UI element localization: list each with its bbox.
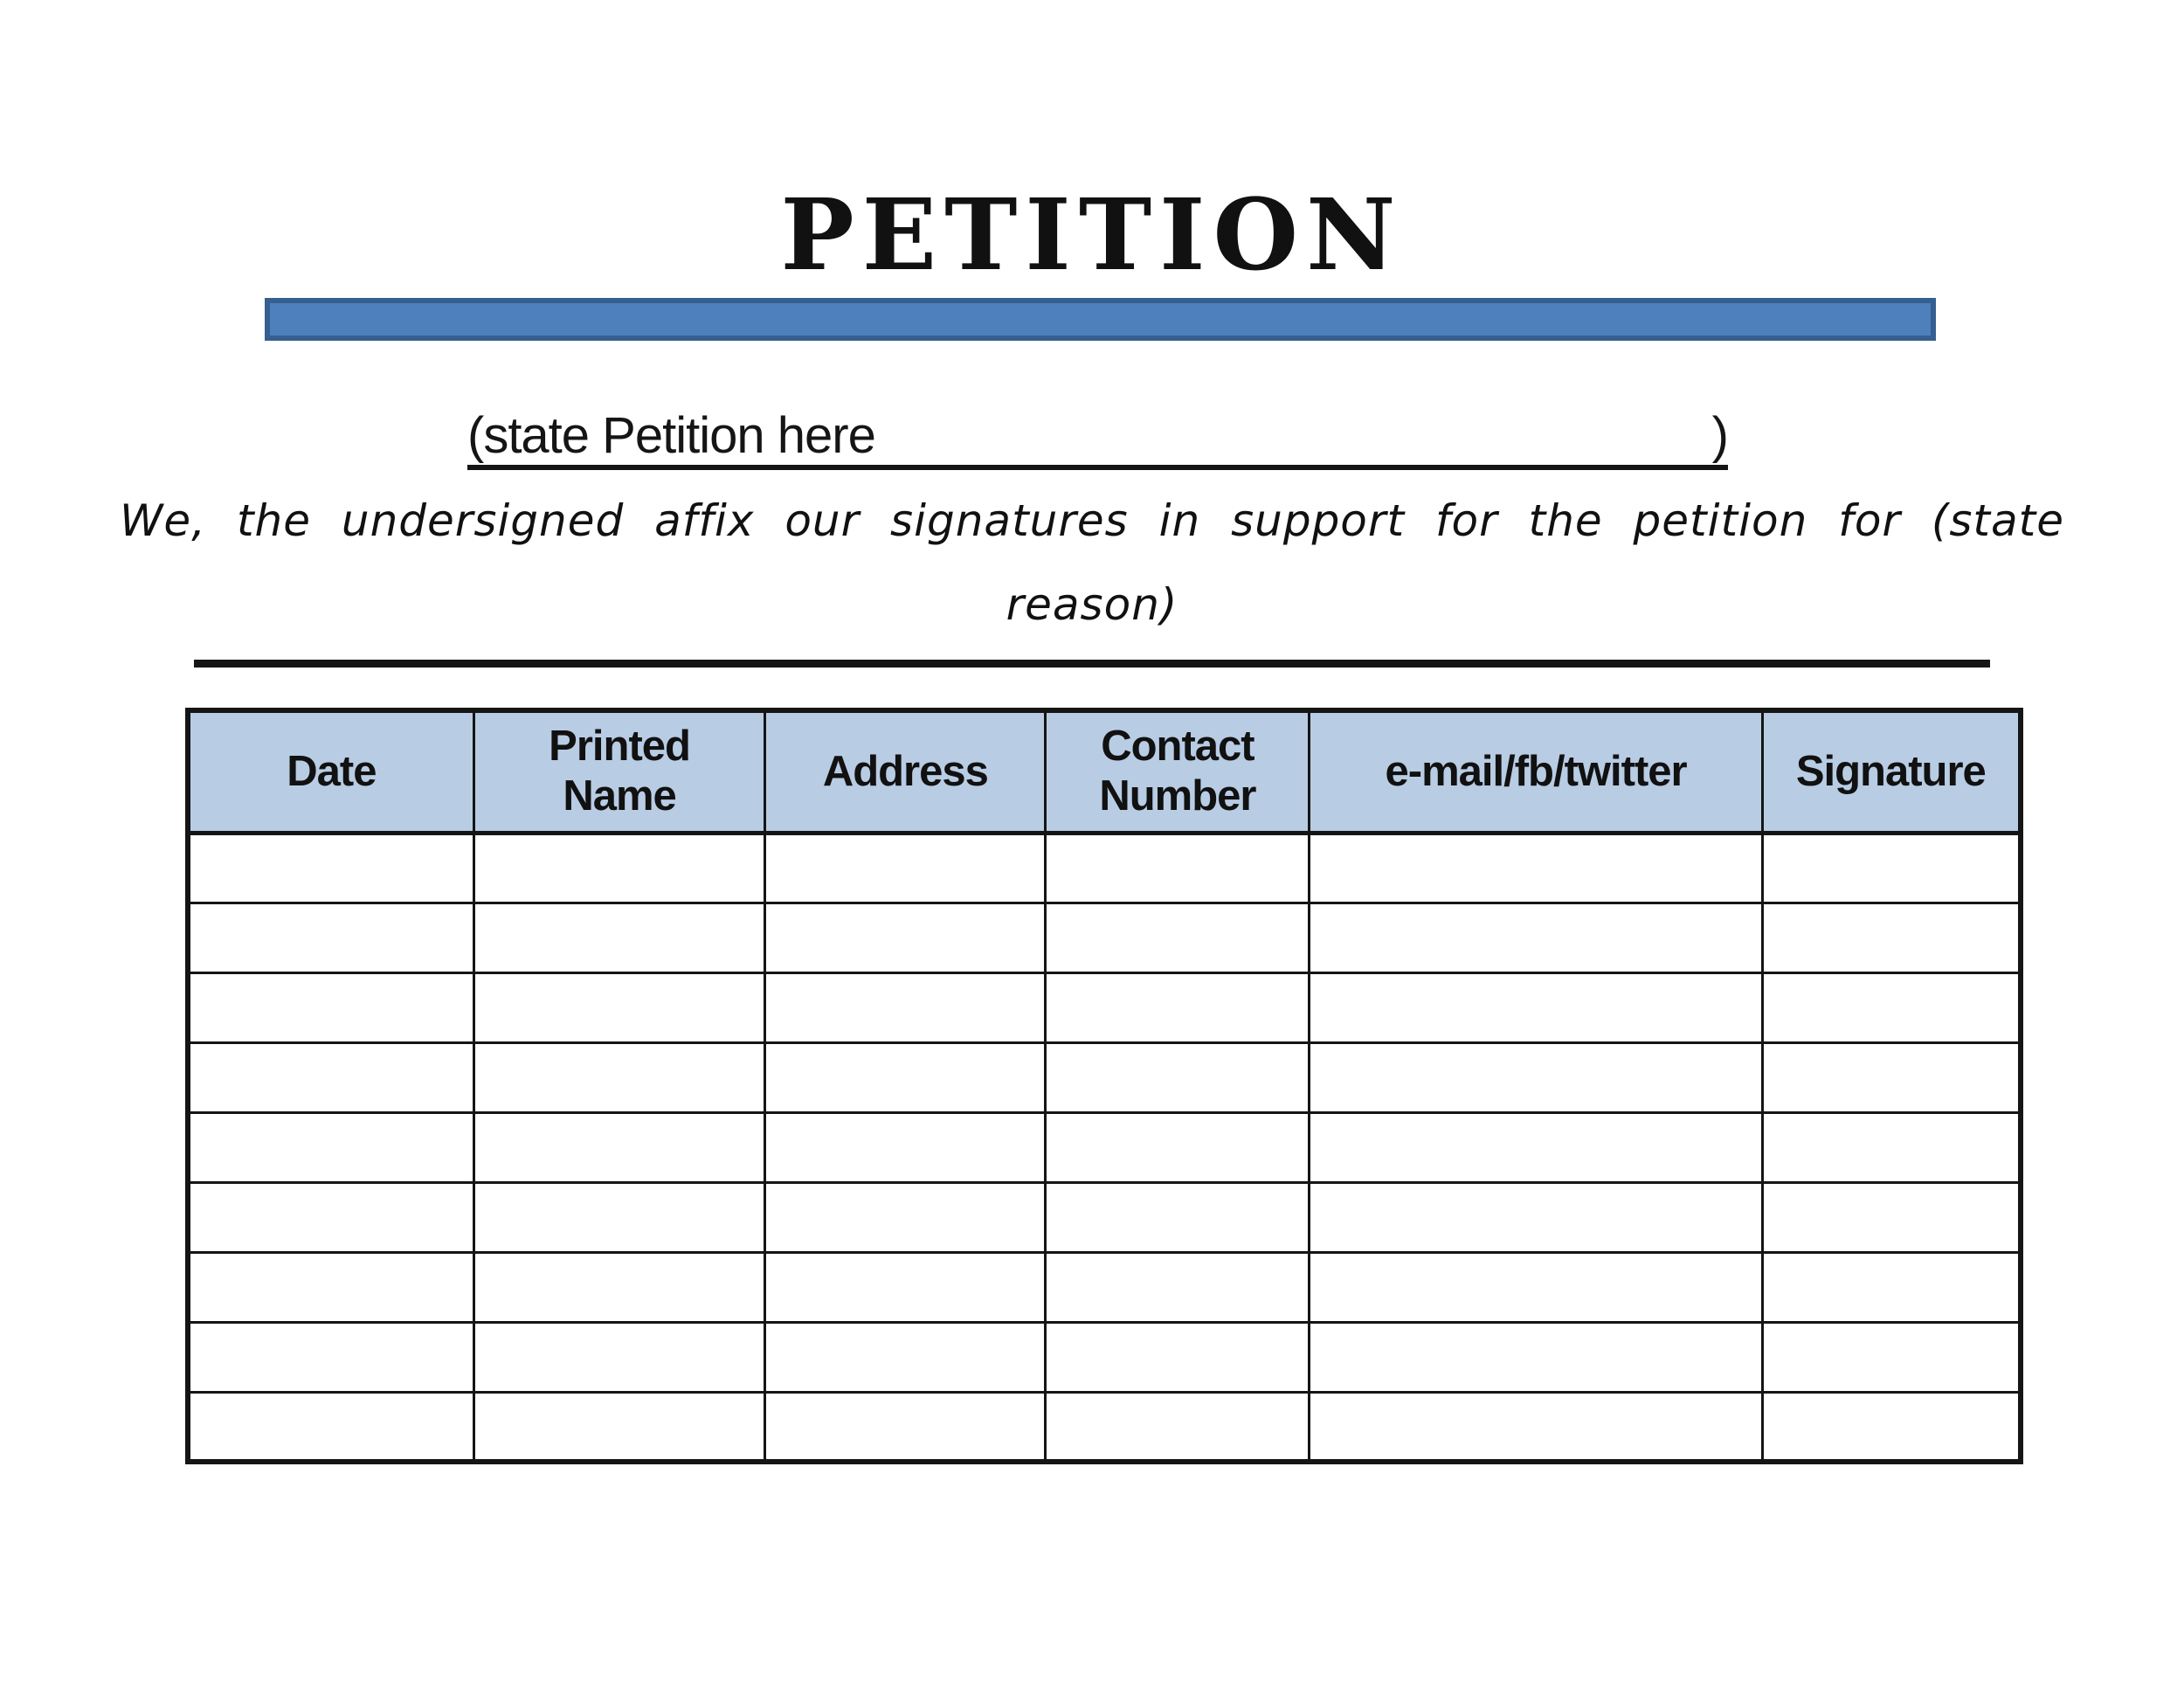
petition-statement-prefix: (state Petition here [467, 407, 875, 464]
empty-cell [188, 1112, 473, 1182]
empty-cell [765, 833, 1046, 903]
signature-table-body [188, 833, 2021, 1462]
empty-cell [1310, 1392, 1762, 1462]
support-statement-line-2: reason) [1006, 579, 1178, 630]
column-header-printed-name: Printed Name [473, 710, 765, 833]
empty-cell [473, 1182, 765, 1252]
column-header-address: Address [765, 710, 1046, 833]
header-row [188, 710, 2021, 833]
empty-cell [1762, 1112, 2021, 1182]
empty-cell [1762, 833, 2021, 903]
empty-cell [1762, 1182, 2021, 1252]
table-row [188, 833, 2021, 903]
empty-cell [1762, 972, 2021, 1042]
empty-cell [1046, 833, 1310, 903]
table-row [188, 972, 2021, 1042]
empty-cell [188, 1322, 473, 1392]
empty-cell [473, 833, 765, 903]
empty-cell [1046, 1322, 1310, 1392]
empty-cell [765, 1042, 1046, 1112]
empty-cell [765, 1252, 1046, 1322]
page-title: PETITION [780, 178, 1404, 293]
empty-cell [473, 903, 765, 972]
empty-cell [1762, 1392, 2021, 1462]
empty-cell [473, 1042, 765, 1112]
support-statement [0, 479, 2184, 647]
empty-cell [188, 903, 473, 972]
title-divider-bar [265, 298, 1936, 341]
table-row [188, 1392, 2021, 1462]
empty-cell [188, 1392, 473, 1462]
empty-cell [765, 1112, 1046, 1182]
table-row [188, 1252, 2021, 1322]
signature-table-header [188, 710, 2021, 833]
empty-cell [765, 1182, 1046, 1252]
empty-cell [1310, 1252, 1762, 1322]
empty-cell [1762, 1252, 2021, 1322]
column-header-signature: Signature [1762, 710, 2021, 833]
table-row [188, 1182, 2021, 1252]
empty-cell [473, 1252, 765, 1322]
petition-statement-suffix: ) [1711, 407, 1728, 464]
signature-table [185, 708, 2023, 1464]
empty-cell [765, 903, 1046, 972]
empty-cell [1046, 1182, 1310, 1252]
empty-cell [188, 1182, 473, 1252]
empty-cell [1310, 972, 1762, 1042]
empty-cell [188, 833, 473, 903]
empty-cell [765, 1322, 1046, 1392]
empty-cell [1046, 903, 1310, 972]
table-row [188, 1042, 2021, 1112]
table-row [188, 1322, 2021, 1392]
empty-cell [765, 1392, 1046, 1462]
column-header-date: Date [188, 710, 473, 833]
empty-cell [473, 972, 765, 1042]
support-statement-line-1: We, the undersigned affix our signatures in support for the petition for (state [119, 495, 2065, 546]
empty-cell [1762, 1322, 2021, 1392]
column-header-contact-number: Contact Number [1046, 710, 1310, 833]
empty-cell [188, 972, 473, 1042]
empty-cell [1046, 1392, 1310, 1462]
table-row [188, 1112, 2021, 1182]
empty-cell [1046, 1252, 1310, 1322]
empty-cell [1310, 1042, 1762, 1112]
empty-cell [188, 1252, 473, 1322]
empty-cell [765, 972, 1046, 1042]
empty-cell [1762, 1042, 2021, 1112]
petition-statement-line [467, 395, 1728, 470]
empty-cell [473, 1392, 765, 1462]
empty-cell [1046, 972, 1310, 1042]
table-row [188, 903, 2021, 972]
empty-cell [1310, 1182, 1762, 1252]
empty-cell [1046, 1112, 1310, 1182]
empty-cell [1310, 903, 1762, 972]
empty-cell [1046, 1042, 1310, 1112]
empty-cell [473, 1322, 765, 1392]
empty-cell [1310, 833, 1762, 903]
empty-cell [1310, 1112, 1762, 1182]
empty-cell [1310, 1322, 1762, 1392]
empty-cell [188, 1042, 473, 1112]
empty-cell [473, 1112, 765, 1182]
column-header-email-fb-twitter: e-mail/fb/twitter [1310, 710, 1762, 833]
horizontal-rule [194, 660, 1990, 668]
empty-cell [1762, 903, 2021, 972]
